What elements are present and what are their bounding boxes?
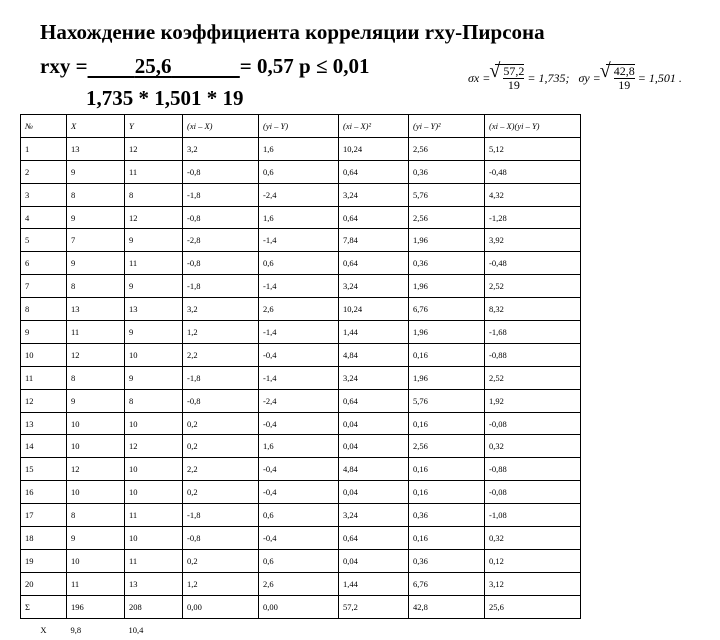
table-row	[21, 504, 581, 527]
table-cell: 9	[125, 321, 183, 344]
table-cell: 0,36	[409, 160, 485, 183]
col-dy2: (yi – Y)²	[409, 115, 485, 138]
table-cell: 13	[67, 137, 125, 160]
table-cell: 1,6	[259, 206, 339, 229]
table-cell: -0,8	[183, 206, 259, 229]
table-cell: -0,8	[183, 389, 259, 412]
table-cell: 10	[125, 481, 183, 504]
table-cell: 3,24	[339, 275, 409, 298]
table-cell: 3,2	[183, 137, 259, 160]
table-cell: 0,64	[339, 527, 409, 550]
table-cell: -0,4	[259, 412, 339, 435]
table-cell: 0,36	[409, 549, 485, 572]
table-cell: 3,92	[485, 229, 581, 252]
table-cell: 12	[125, 137, 183, 160]
table-cell: -0,8	[183, 160, 259, 183]
table-cell: 0,2	[183, 412, 259, 435]
table-cell: 8	[67, 504, 125, 527]
table-cell: 11	[125, 504, 183, 527]
table-cell: 0,2	[183, 435, 259, 458]
table-cell: 0,6	[259, 252, 339, 275]
table-row	[21, 275, 581, 298]
table-row	[21, 435, 581, 458]
table-cell: 7	[21, 275, 67, 298]
table-cell: 0,16	[409, 458, 485, 481]
table-cell: 19	[21, 549, 67, 572]
table-cell: 0,04	[339, 549, 409, 572]
table-cell: 9	[125, 275, 183, 298]
table-cell: 3,24	[339, 366, 409, 389]
table-row	[21, 458, 581, 481]
table-row	[21, 183, 581, 206]
table-cell: 12	[125, 435, 183, 458]
table-cell: 10	[67, 481, 125, 504]
table-cell: 0,6	[259, 504, 339, 527]
table-cell: 4,84	[339, 343, 409, 366]
table-cell: 0,2	[183, 549, 259, 572]
table-cell: 11	[21, 366, 67, 389]
table-cell: 10	[125, 343, 183, 366]
table-cell: 10	[125, 458, 183, 481]
table-cell: 18	[21, 527, 67, 550]
table-cell: -0,4	[259, 481, 339, 504]
sqrt-sigma-y	[606, 64, 635, 92]
table-cell: 0,64	[339, 206, 409, 229]
table-cell: 12	[21, 389, 67, 412]
table-cell: 13	[125, 298, 183, 321]
table-cell: 9	[125, 229, 183, 252]
table-cell: 2	[21, 160, 67, 183]
table-cell: 15	[21, 458, 67, 481]
table-cell: 8,32	[485, 298, 581, 321]
table-cell: 3	[21, 183, 67, 206]
table-row	[21, 206, 581, 229]
table-cell: 11	[125, 160, 183, 183]
table-cell: -0,4	[259, 458, 339, 481]
table-cell: 57,2	[339, 595, 409, 618]
table-cell: -0,8	[183, 252, 259, 275]
table-cell: 8	[67, 275, 125, 298]
table-row	[21, 527, 581, 550]
table-cell: 8	[125, 183, 183, 206]
table-cell: 1,44	[339, 572, 409, 595]
table-cell: 9	[67, 389, 125, 412]
table-row	[21, 229, 581, 252]
result: = 0,57 р ≤ 0,01	[239, 54, 370, 78]
table-cell: 13	[67, 298, 125, 321]
table-cell: 2,52	[485, 366, 581, 389]
table-row	[21, 481, 581, 504]
table-cell: 25,6	[485, 595, 581, 618]
table-cell: 10	[67, 549, 125, 572]
table-cell: 13	[21, 412, 67, 435]
r-label: rxy =	[40, 54, 88, 78]
numerator: 25,6	[134, 54, 172, 78]
table-cell: 2,56	[409, 137, 485, 160]
table-row	[21, 549, 581, 572]
table-cell: 2,52	[485, 275, 581, 298]
table-cell: -0,48	[485, 252, 581, 275]
table-cell: 6,76	[409, 572, 485, 595]
table-cell: -0,88	[485, 458, 581, 481]
table-cell: 0,32	[485, 527, 581, 550]
table-header-row	[21, 115, 581, 138]
sx-numerator: √ 57,2	[503, 64, 525, 78]
table-cell: 2,56	[409, 206, 485, 229]
table-cell: 5,76	[409, 183, 485, 206]
table-cell: -2,4	[259, 389, 339, 412]
table-cell: 42,8	[409, 595, 485, 618]
table-cell: 0,16	[409, 481, 485, 504]
table-cell: 4,32	[485, 183, 581, 206]
table-cell: 11	[67, 321, 125, 344]
table-cell: 10,24	[339, 137, 409, 160]
table-cell: 11	[125, 549, 183, 572]
table-cell: 10	[21, 343, 67, 366]
table-cell: 5,76	[409, 389, 485, 412]
table-row	[21, 595, 581, 618]
table-cell: 1,96	[409, 321, 485, 344]
table-cell: 0,2	[183, 481, 259, 504]
table-row	[21, 321, 581, 344]
table-cell: -0,48	[485, 160, 581, 183]
sigma-x-value: = 1,735;	[527, 70, 570, 85]
denominator: 1,735 * 1,501 * 19	[86, 86, 244, 110]
table-cell: -0,4	[259, 343, 339, 366]
table-cell: -2,8	[183, 229, 259, 252]
table-cell: 2,2	[183, 458, 259, 481]
table-cell: 5,12	[485, 137, 581, 160]
table-row	[21, 572, 581, 595]
table-cell: 1	[21, 137, 67, 160]
table-cell: 1,96	[409, 366, 485, 389]
table-cell: -0,88	[485, 343, 581, 366]
col-dx: (xi – X)	[183, 115, 259, 138]
table-cell: 9	[67, 252, 125, 275]
table-cell: 0,04	[339, 435, 409, 458]
table-cell: -2,4	[259, 183, 339, 206]
table-cell: 0,00	[259, 595, 339, 618]
table-cell: 10	[67, 412, 125, 435]
table-cell: 10	[67, 435, 125, 458]
table-cell: 0,16	[409, 412, 485, 435]
sigma-formulas	[468, 64, 682, 92]
table-cell: 4	[21, 206, 67, 229]
table-cell: 0,04	[339, 481, 409, 504]
table-cell: 196	[67, 595, 125, 618]
table-body	[21, 137, 581, 640]
col-number: №	[21, 115, 67, 138]
table-cell: -1,4	[259, 229, 339, 252]
table-cell: 1,92	[485, 389, 581, 412]
table-cell: 0,16	[409, 343, 485, 366]
table-cell: 1,44	[339, 321, 409, 344]
table-cell: 11	[67, 572, 125, 595]
col-dx2: (xi – X)²	[339, 115, 409, 138]
table-cell: 0,36	[409, 504, 485, 527]
table-cell: 3,24	[339, 183, 409, 206]
table-row	[21, 366, 581, 389]
table-cell: 0,64	[339, 252, 409, 275]
table-cell: 2,6	[259, 572, 339, 595]
table-cell: -1,08	[485, 504, 581, 527]
correlation-formula	[40, 54, 369, 79]
table-cell: 1,96	[409, 275, 485, 298]
table-cell: 0,00	[183, 595, 259, 618]
table-cell: 0,16	[409, 527, 485, 550]
table-cell: 0,6	[259, 549, 339, 572]
table-cell: 9	[125, 366, 183, 389]
table-cell: 10,24	[339, 298, 409, 321]
table-cell: Σ	[21, 595, 67, 618]
table-cell: 0,36	[409, 252, 485, 275]
sigma-x-label: σx =	[468, 70, 491, 85]
col-x: X	[67, 115, 125, 138]
table-cell: 9	[21, 321, 67, 344]
table-row	[21, 252, 581, 275]
page-title: Нахождение коэффициента корреляции rxy-Пирсона	[40, 20, 545, 44]
table-cell: 3,2	[183, 298, 259, 321]
table-cell: 3,24	[339, 504, 409, 527]
table-cell: 2,56	[409, 435, 485, 458]
table-cell: 1,96	[409, 229, 485, 252]
col-dxdy: (xi – X)(yi – Y)	[485, 115, 581, 138]
table-cell: -1,4	[259, 321, 339, 344]
table-row	[21, 412, 581, 435]
sy-numerator: √ 42,8	[613, 64, 635, 78]
table-cell: -1,68	[485, 321, 581, 344]
table-cell: -1,8	[183, 504, 259, 527]
table-cell: 6,76	[409, 298, 485, 321]
table-cell: 7,84	[339, 229, 409, 252]
col-y: Y	[125, 115, 183, 138]
table-cell: 0,6	[259, 160, 339, 183]
table-row	[21, 160, 581, 183]
table-cell: 0,64	[339, 160, 409, 183]
table-cell: 13	[125, 572, 183, 595]
table-cell: -1,8	[183, 366, 259, 389]
table-cell: 3,12	[485, 572, 581, 595]
table-cell: 8	[67, 366, 125, 389]
table-cell: 10	[125, 527, 183, 550]
table-cell: 6	[21, 252, 67, 275]
table-cell: 208	[125, 595, 183, 618]
table-cell: 11	[125, 252, 183, 275]
table-cell: 1,2	[183, 572, 259, 595]
table-cell: -0,8	[183, 527, 259, 550]
table-cell: 7	[67, 229, 125, 252]
table-cell: 12	[125, 206, 183, 229]
table-cell: 1,2	[183, 321, 259, 344]
table-cell: 0,64	[339, 389, 409, 412]
table-cell: 0,12	[485, 549, 581, 572]
table-cell: -0,08	[485, 412, 581, 435]
mean-cell: X	[40, 624, 47, 635]
sigma-y-label: σy =	[578, 70, 601, 85]
table-cell: 17	[21, 504, 67, 527]
table-row	[21, 298, 581, 321]
table-cell: 2,6	[259, 298, 339, 321]
sy-denominator: 19	[614, 78, 635, 92]
table-row	[21, 389, 581, 412]
table-cell: -1,8	[183, 275, 259, 298]
col-dy: (yi – Y)	[259, 115, 339, 138]
table-cell: 0,32	[485, 435, 581, 458]
table-cell: 1,6	[259, 435, 339, 458]
table-cell: 12	[67, 458, 125, 481]
table-row	[21, 137, 581, 160]
table-cell: -1,8	[183, 183, 259, 206]
table-cell: 0,04	[339, 412, 409, 435]
table-cell: 20	[21, 572, 67, 595]
table-row	[21, 343, 581, 366]
sqrt-sigma-x	[495, 64, 524, 92]
table-cell: 8	[125, 389, 183, 412]
table-cell: 16	[21, 481, 67, 504]
table-cell: -0,4	[259, 527, 339, 550]
table-cell: 8	[21, 298, 67, 321]
sx-denominator: 19	[503, 78, 524, 92]
mean-cell: 9,8	[70, 624, 82, 635]
sigma-y-value: = 1,501 .	[637, 70, 682, 85]
table-cell: 14	[21, 435, 67, 458]
correlation-table	[20, 114, 581, 640]
table-cell: 1,6	[259, 137, 339, 160]
table-cell: -0,08	[485, 481, 581, 504]
table-cell: 8	[67, 183, 125, 206]
table-cell: 9	[67, 160, 125, 183]
table-cell: -1,4	[259, 366, 339, 389]
table-cell: 4,84	[339, 458, 409, 481]
table-cell: 9	[67, 527, 125, 550]
table-cell: 12	[67, 343, 125, 366]
table-cell: 9	[67, 206, 125, 229]
mean-row	[21, 618, 581, 640]
table-cell: 5	[21, 229, 67, 252]
table-cell: 2,2	[183, 343, 259, 366]
table-cell: 10	[125, 412, 183, 435]
mean-cell: 10,4	[128, 624, 144, 635]
table-cell: -1,28	[485, 206, 581, 229]
table-cell: -1,4	[259, 275, 339, 298]
